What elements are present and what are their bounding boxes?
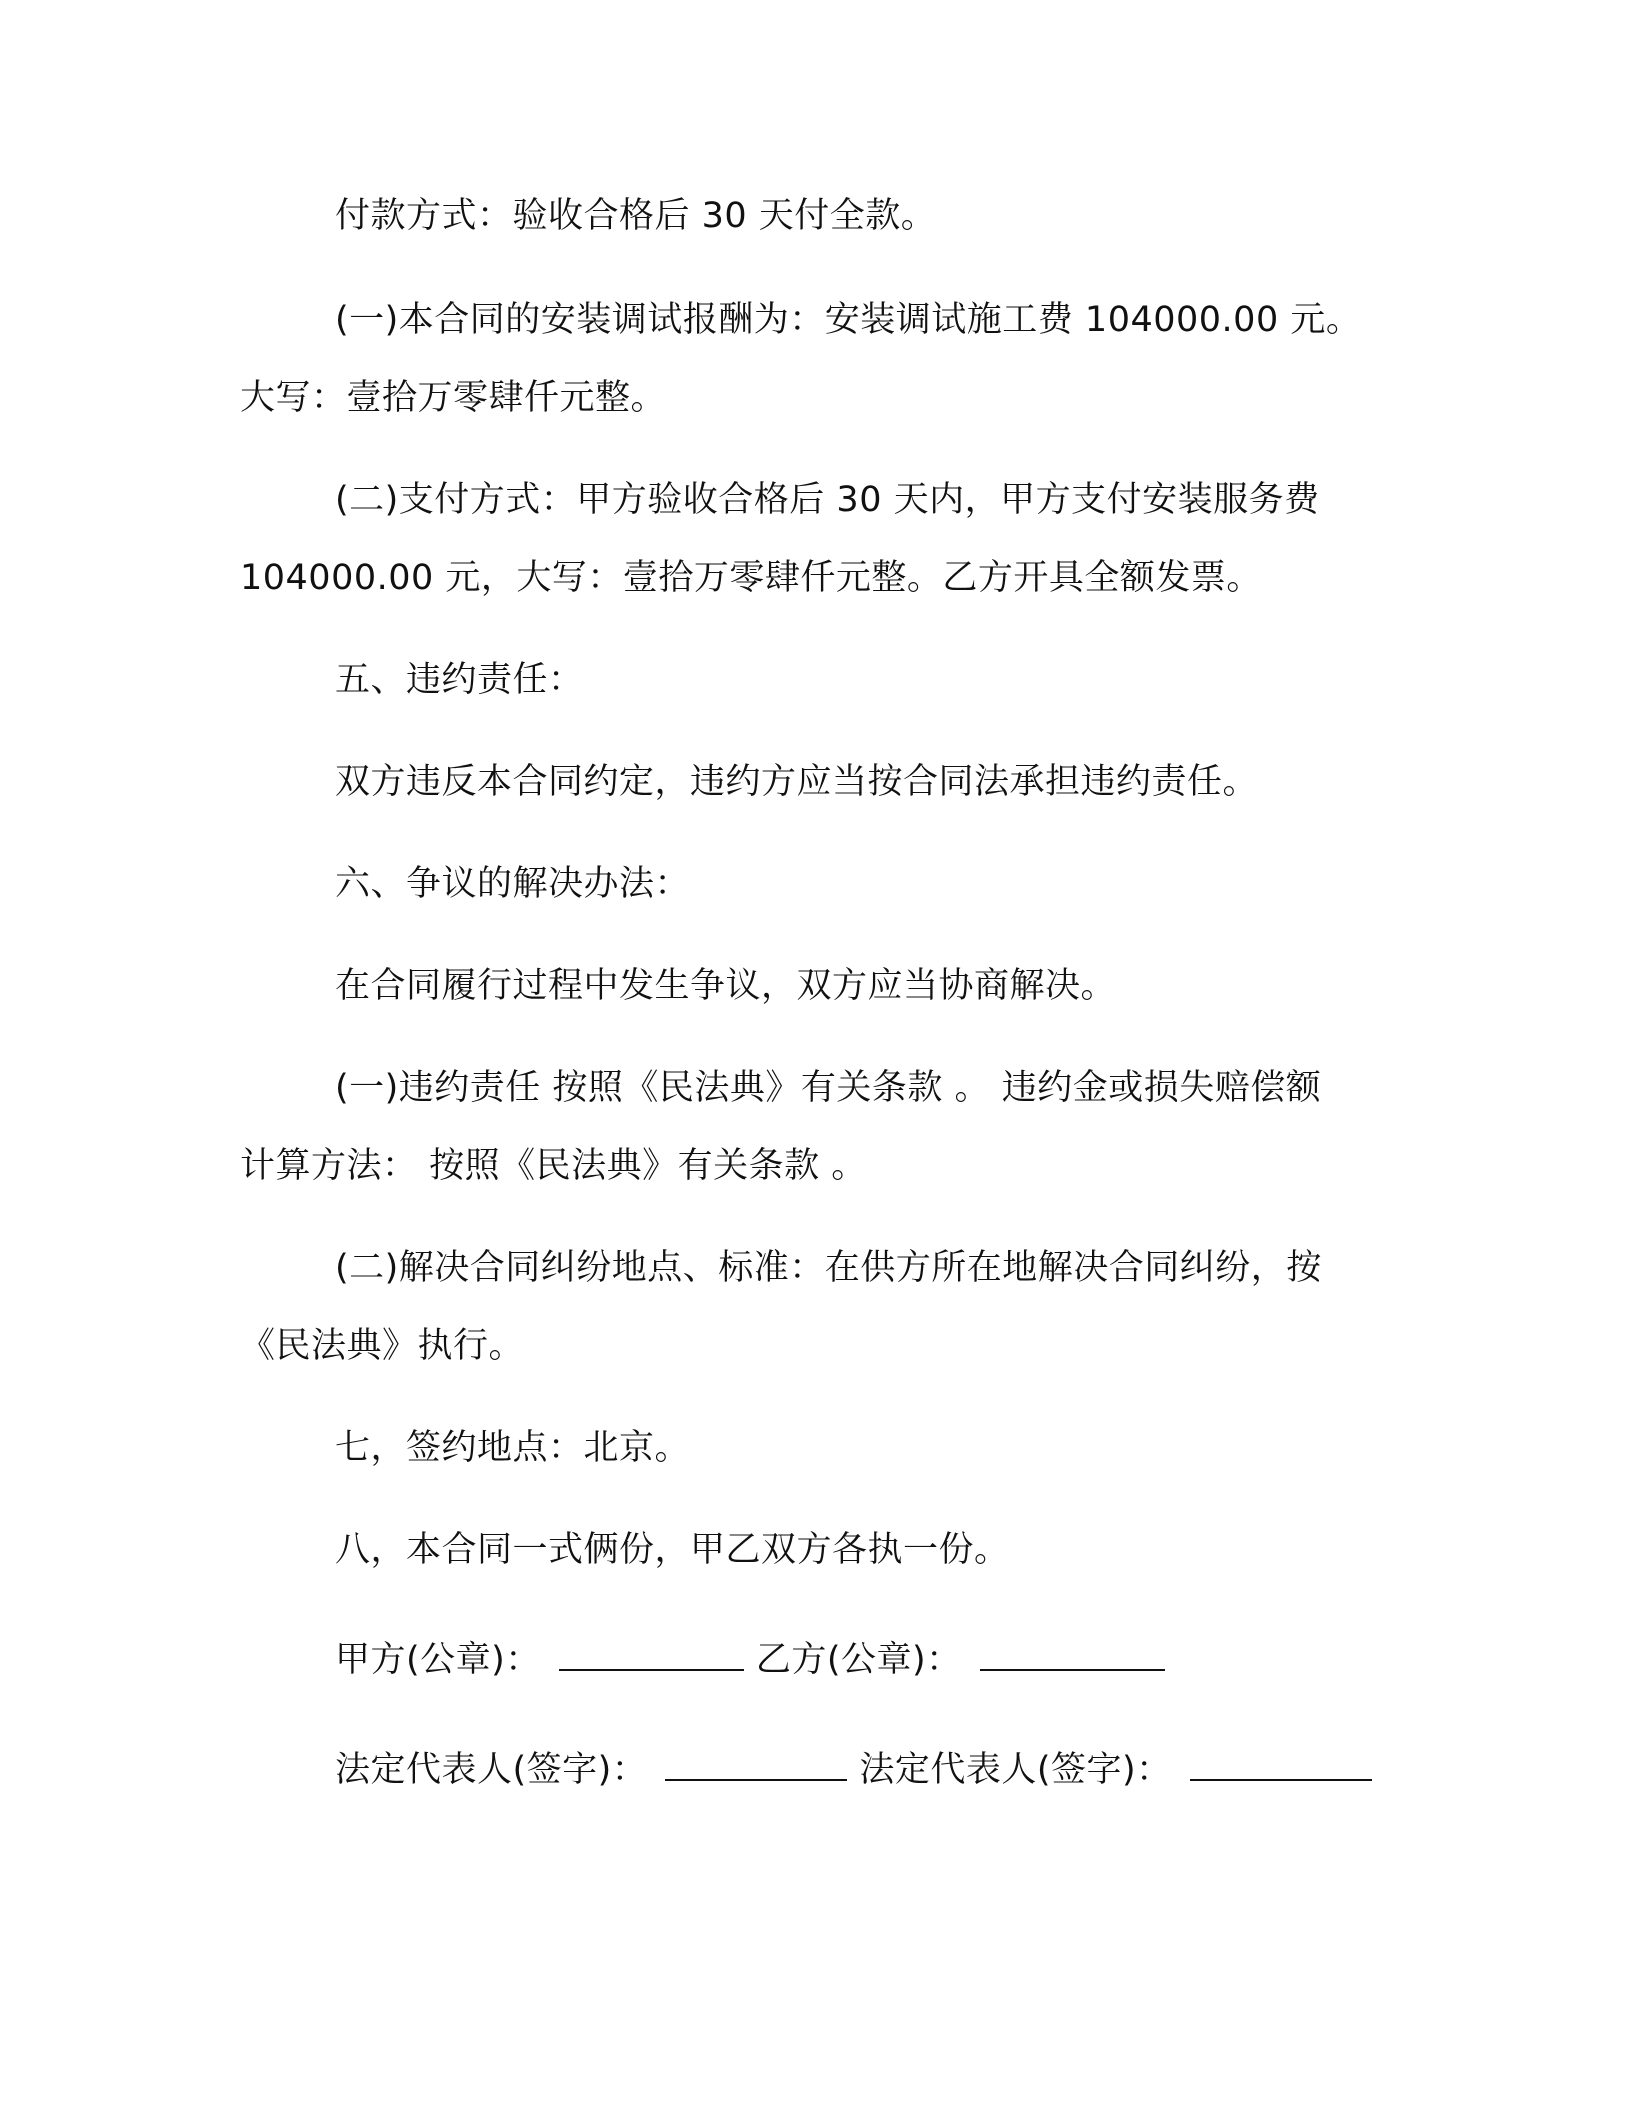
rep-b-label: 法定代表人(签字)：: [859, 1750, 1172, 1790]
party-b-seal-label: 乙方(公章)：: [755, 1640, 962, 1680]
section-7: 七，签约地点：北京。: [335, 1428, 691, 1468]
seal-signature-row: [240, 1620, 1390, 1700]
party-a-seal-label: 甲方(公章)：: [335, 1640, 541, 1680]
payment-terms-line-2: 104000.00 元，大写：壹拾万零肆仟元整。乙方开具全额发票。: [240, 558, 1262, 598]
section-5-body: 双方违反本合同约定，违约方应当按合同法承担违约责任。: [335, 762, 1259, 802]
payment-terms-line-1: (二)支付方式：甲方验收合格后 30 天内，甲方支付安装服务费: [335, 480, 1320, 520]
fee-paragraph-line-2: 大写：壹拾万零肆仟元整。: [240, 378, 667, 418]
rep-a-label: 法定代表人(签字)：: [335, 1750, 648, 1790]
rep-a-signature-blank[interactable]: [665, 1749, 847, 1781]
breach-clause-line-1: (一)违约责任 按照《民法典》有关条款 。 违约金或损失赔偿额: [335, 1068, 1322, 1108]
rep-b-signature-blank[interactable]: [1190, 1749, 1372, 1781]
section-6-title: 六、争议的解决办法：: [335, 864, 691, 904]
representative-signature-row: [240, 1730, 1390, 1810]
breach-clause-line-2: 计算方法： 按照《民法典》有关条款 。: [240, 1146, 867, 1186]
fee-paragraph-line-1: (一)本合同的安装调试报酬为：安装调试施工费 104000.00 元。: [335, 300, 1362, 340]
payment-method-paragraph: 付款方式：验收合格后 30 天付全款。: [335, 196, 937, 236]
section-8: 八，本合同一式俩份，甲乙双方各执一份。: [335, 1530, 1010, 1570]
section-6-body: 在合同履行过程中发生争议，双方应当协商解决。: [335, 966, 1117, 1006]
venue-clause-line-1: (二)解决合同纠纷地点、标准：在供方所在地解决合同纠纷，按: [335, 1248, 1322, 1288]
venue-clause-line-2: 《民法典》执行。: [240, 1326, 525, 1366]
party-b-seal-blank[interactable]: [980, 1639, 1165, 1671]
party-a-seal-blank[interactable]: [559, 1639, 744, 1671]
section-5-title: 五、违约责任：: [335, 660, 584, 700]
